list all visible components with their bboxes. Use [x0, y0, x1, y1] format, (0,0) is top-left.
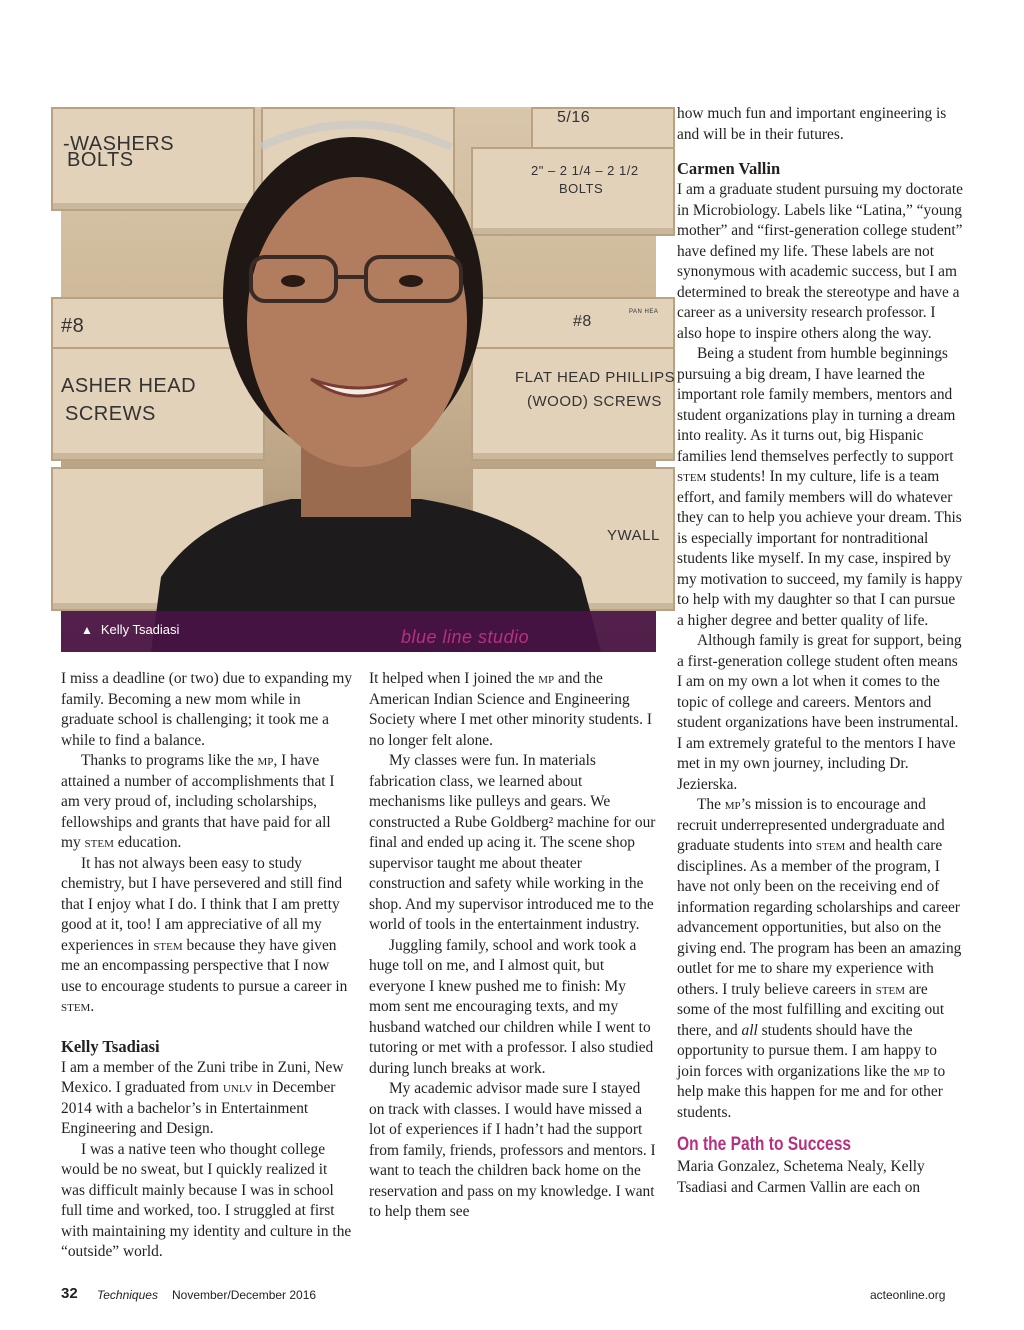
magazine-name: Techniques: [97, 1288, 158, 1302]
paragraph: Maria Gonzalez, Schetema Nealy, Kelly Tsadiasi and Carmen Vallin are each on: [677, 1158, 925, 1196]
paragraph: Thanks to programs like the mp, I have attained a number of accomplishments that I am very proud of, including scholarships, fellowships and grants that have paid for all my stem education.: [61, 752, 335, 851]
portrait-photo: [61, 107, 676, 652]
column-2: [369, 669, 657, 1223]
paragraph: I miss a deadline (or two) due to expanding my family. Becoming a new mom while in graduate school is challenging; it took me a while to find a balance.: [61, 670, 353, 749]
section-heading: Kelly Tsadiasi: [61, 1036, 160, 1056]
paragraph: I was a native teen who thought college would be no sweat, but I quickly realized it was difficult mainly because I was in school full time and worked, too. I struggled at first with maintaining my identity and culture in the “outside” world.: [61, 1140, 352, 1260]
shelf-sign: ASHER HEAD: [61, 375, 197, 397]
caption-text: Kelly Tsadiasi: [100, 622, 180, 637]
paragraph: I am a member of the Zuni tribe in Zuni, New Mexico. I graduated from unlv in December 2014 with a bachelor’s in Entertainment Engineering and Design.: [61, 1058, 344, 1137]
website: acteonline.org: [870, 1288, 946, 1302]
shelf-sign: 5/16: [557, 109, 591, 126]
column-3: [677, 104, 963, 1198]
paragraph: It has not always been easy to study chemistry, but I have persevered and still find that I enjoy what I do. I think that I am pretty good at it, too! I am appreciative of all my experiences in stem because they have given me an encompassing perspective that I now use to encourage students to pursue a career in stem.: [61, 854, 348, 1015]
shirt-logo-text: blue line studio: [401, 627, 530, 647]
shelf-sign: 2" – 2 1/4 – 2 1/2: [531, 163, 639, 178]
column-1: [61, 669, 353, 1263]
paragraph: My classes were fun. In materials fabrication class, we learned about mechanisms like pulleys and gears. We constructed a Rube Goldberg² machine for our final and ended up acing it. The scene shop supervisor taught me about theater construction and safety while working in the shop. And my supervisor introduced me to the world of tools in the entertainment industry.: [369, 752, 656, 933]
shelf-sign: (WOOD) SCREWS: [527, 393, 662, 410]
paragraph: I am a graduate student pursuing my doctorate in Microbiology. Labels like “Latina,” “young mother” and “first-generation college student” have defined my life. These labels are not synonymous with academic success, but I am determined to break the stereotype and have a career as a university research professor. I also hope to inspire others along the way.: [677, 181, 963, 342]
paragraph: It helped when I joined the mp and the American Indian Science and Engineering Society where I met other minority students. I no longer felt alone.: [369, 670, 652, 749]
caption-band: [61, 611, 656, 652]
section-heading-highlight: On the Path to Success: [677, 1134, 852, 1155]
page-number: 32: [61, 1285, 78, 1302]
shelf-sign: SCREWS: [65, 403, 156, 425]
shelf-sign: #8: [61, 315, 85, 337]
paragraph: Being a student from humble beginnings pursuing a big dream, I have learned the important role family members, mentors and student organizations play in turning a dream into reality. As it turns out, big Hispanic families lend themselves perfectly to support stem students! In my culture, life is a team effort, and family members will do whatever they can to help you achieve your dream. This is especially important for nontraditional students like myself. In my case, inspired by my motivation to succeed, my family is happy to help with my daughter so that I can pursue a higher degree and better quality of life.: [677, 345, 963, 629]
shelf-sign: #8: [573, 313, 592, 330]
shelf-sign: FLAT HEAD PHILLIPS: [515, 369, 676, 386]
section-heading: Carmen Vallin: [677, 159, 781, 178]
person-illustration: [61, 107, 659, 652]
paragraph: The mp’s mission is to encourage and recruit underrepresented undergraduate and graduate students into stem and health care disciplines. As a member of the program, I have not only been on the receiving end of information regarding scholarships and career advancement opportunities, but also on the giving end. The program has been an amazing outlet for me to share my experience with others. I truly believe careers in stem are some of the most fulfilling and exciting out there, and all students should have the opportunity to pursue them. I am happy to join forces with organizations like the mp to help make this happen for me and for other students.: [677, 796, 962, 1121]
triangle-icon: ▲: [81, 623, 93, 637]
issue-date: November/December 2016: [172, 1288, 317, 1302]
shelf-sign: -WASHERS: [63, 133, 175, 155]
shelf-sign: PAN HEA: [629, 309, 659, 315]
photo-caption: [81, 622, 179, 637]
paragraph: Juggling family, school and work took a huge toll on me, and I almost quit, but everyone I knew pushed me to finish: My mom sent me encouraging texts, and my husband watched our children while I went to tutoring or met with a professor. I also studied during lunch breaks at work.: [369, 936, 654, 1077]
paragraph: My academic advisor made sure I stayed on track with classes. I would have missed a lot of experiences if I hadn’t had the support from family, friends, professors and mentors. I want to teach the children back home on the reservation and pass on my knowledge. I want to help them see: [369, 1080, 656, 1220]
shelf-sign: BOLTS: [67, 149, 134, 171]
paragraph: Although family is great for support, being a first-generation college student often means I am on my own a lot when it comes to the topic of college and careers. Mentors and student organizations have been instrumental. I am extremely grateful to the mentors I have met in my own journey, including Dr. Jezierska.: [677, 632, 962, 793]
shelf-sign: BOLTS: [559, 181, 604, 196]
shelf-sign: YWALL: [607, 527, 660, 544]
paragraph: how much fun and important engineering is and will be in their futures.: [677, 105, 947, 143]
